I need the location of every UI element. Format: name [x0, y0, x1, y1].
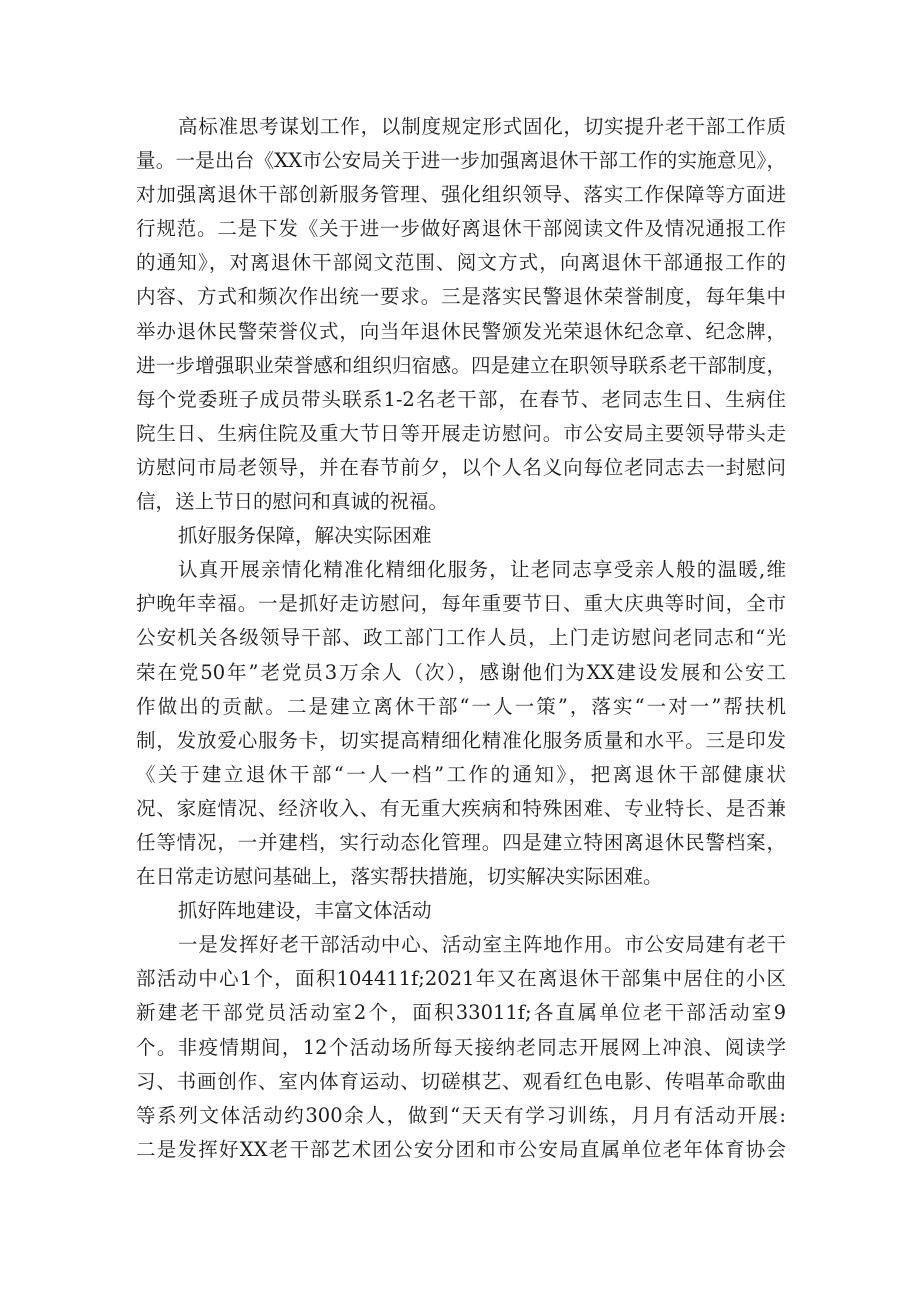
paragraph-line: 每个党委班子成员带头联系1-2名老干部，在春节、老同志生日、生病住 — [136, 387, 786, 411]
paragraph-line: 《关于建立退休干部“一人一档”工作的通知》，把离退休干部健康状 — [136, 762, 786, 786]
paragraph-line: 护晚年幸福。一是抓好走访慰问，每年重要节日、重大庆典等时间，全市 — [136, 592, 786, 616]
paragraph-line: 习、书画创作、室内体育运动、切磋棋艺、观看红色电影、传唱革命歌曲 — [136, 1069, 786, 1093]
section-heading: 抓好阵地建设，丰富文体活动 — [178, 899, 432, 923]
paragraph-line: 部活动中心1个，面积104411f;2021年又在离退休干部集中居住的小区 — [136, 967, 786, 991]
paragraph-line: 院生日、生病住院及重大节日等开展走访慰问。市公安局主要领导带头走 — [136, 421, 786, 445]
paragraph-line: 认真开展亲情化精准化精细化服务，让老同志享受亲人般的温暖,维 — [178, 558, 786, 582]
paragraph-line: 制，发放爱心服务卡，切实提高精细化精准化服务质量和水平。三是印发 — [136, 728, 786, 752]
paragraph-line: 荣在党50年”老党员3万余人（次），感谢他们为XX建设发展和公安工 — [136, 660, 786, 684]
paragraph-line: 况、家庭情况、经济收入、有无重大疾病和特殊困难、专业特长、是否兼 — [136, 796, 786, 820]
paragraph-line: 信，送上节日的慰问和真诚的祝福。 — [136, 490, 449, 514]
paragraph-line: 行规范。二是下发《关于进一步做好离退休干部阅读文件及情况通报工作 — [136, 217, 786, 241]
paragraph-line: 访慰问市局老领导，并在春节前夕，以个人名义向每位老同志去一封慰问 — [136, 455, 786, 479]
section-heading: 抓好服务保障，解决实际困难 — [178, 524, 432, 548]
paragraph-line: 二是发挥好XX老干部艺术团公安分团和市公安局直属单位老年体育协会 — [136, 1137, 786, 1161]
paragraph-line: 一是发挥好老干部活动中心、活动室主阵地作用。市公安局建有老干 — [178, 933, 786, 957]
paragraph-line: 举办退休民警荣誉仪式，向当年退休民警颁发光荣退休纪念章、纪念牌， — [136, 319, 786, 343]
paragraph-line: 个。非疫情期间，12个活动场所每天接纳老同志开展网上冲浪、阅读学 — [136, 1035, 786, 1059]
paragraph-line: 任等情况，一并建档，实行动态化管理。四是建立特困离退休民警档案， — [136, 830, 786, 854]
paragraph-line: 作做出的贡献。二是建立离休干部“一人一策”，落实“一对一”帮扶机 — [136, 694, 786, 718]
paragraph-line: 高标准思考谋划工作，以制度规定形式固化，切实提升老干部工作质 — [178, 115, 786, 138]
paragraph-line: 内容、方式和频次作出统一要求。三是落实民警退休荣誉制度，每年集中 — [136, 285, 786, 309]
paragraph-line: 在日常走访慰问基础上，落实帮扶措施，切实解决实际困难。 — [136, 865, 663, 889]
document-body — [136, 110, 786, 1167]
paragraph-line: 量。一是出台《XX市公安局关于进一步加强离退休干部工作的实施意见》， — [136, 149, 786, 173]
paragraph-line: 进一步增强职业荣誉感和组织归宿感。四是建立在职领导联系老干部制度， — [136, 353, 786, 377]
paragraph-line: 对加强离退休干部创新服务管理、强化组织领导、落实工作保障等方面进 — [136, 183, 786, 207]
paragraph-line: 的通知》，对离退休干部阅文范围、阅文方式，向离退休干部通报工作的 — [136, 251, 786, 275]
paragraph-line: 等系列文体活动约300余人，做到“天天有学习训练，月月有活动开展: — [136, 1103, 786, 1127]
paragraph-line: 公安机关各级领导干部、政工部门工作人员，上门走访慰问老同志和“光 — [136, 626, 786, 650]
paragraph-line: 新建老干部党员活动室2个，面积33011f;各直属单位老干部活动室9 — [136, 1001, 786, 1025]
